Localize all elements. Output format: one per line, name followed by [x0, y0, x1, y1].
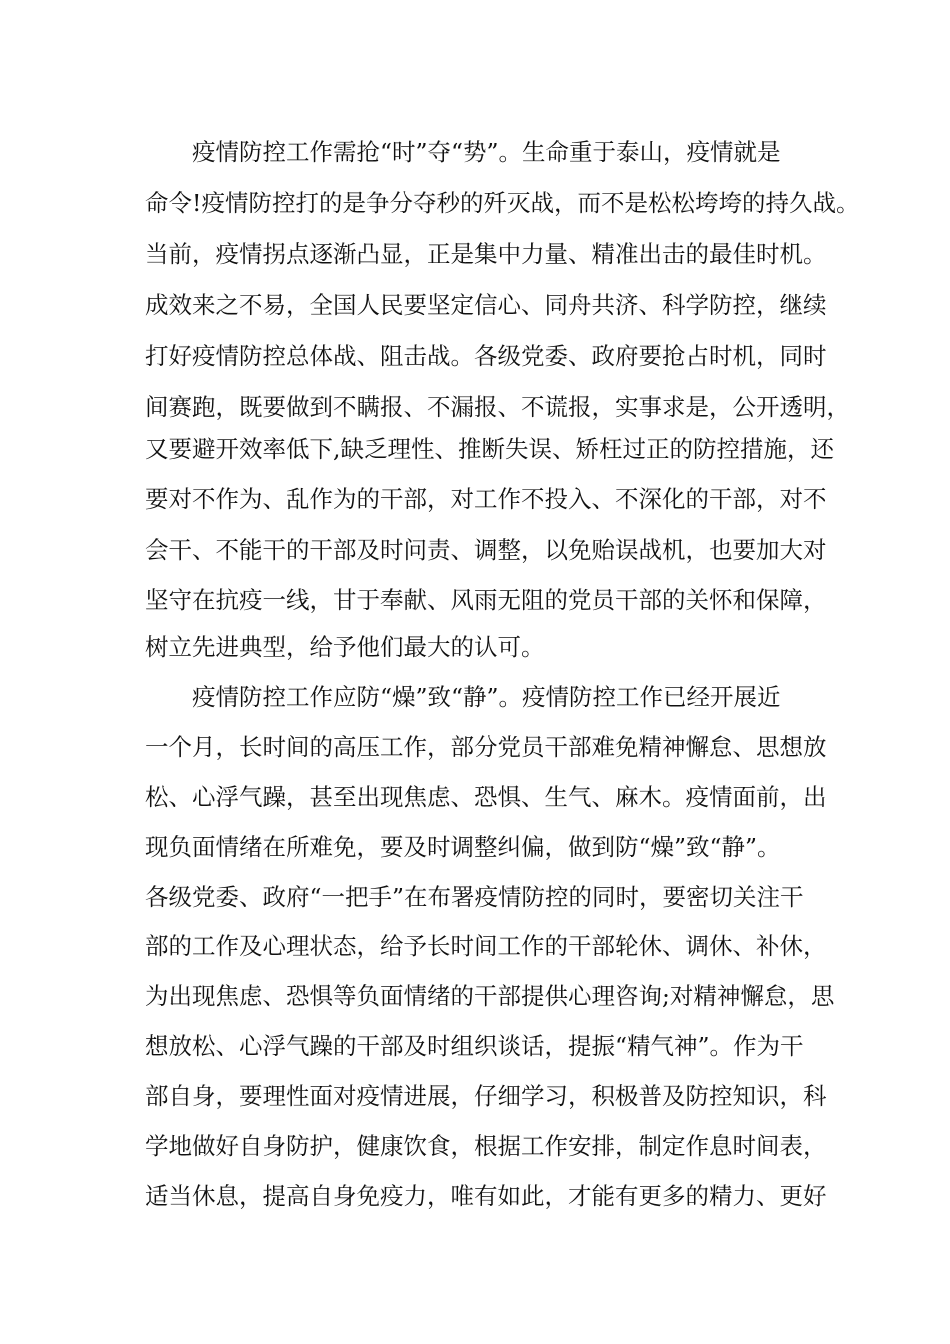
paragraph-2-line-7: 为出现焦虑、恐惧等负面情绪的干部提供心理咨询;对精神懈怠，思: [145, 982, 835, 1010]
paragraph-2-line-5: 各级党委、政府“一把手”在布署疫情防控的同时，要密切关注干: [145, 883, 804, 911]
paragraph-2-line-10: 学地做好自身防护，健康饮食，根据工作安排，制定作息时间表，: [145, 1132, 827, 1160]
paragraph-2-line-8: 想放松、心浮气躁的干部及时组织谈话，提振“精气神”。作为干: [145, 1032, 804, 1060]
paragraph-2-line-3: 松、心浮气躁，甚至出现焦虑、恐惧、生气、麻木。疫情面前，出: [145, 783, 827, 811]
paragraph-2-line-9: 部自身，要理性面对疫情进展，仔细学习，积极普及防控知识，科: [145, 1082, 827, 1110]
paragraph-1-line-11: 树立先进典型，给予他们最大的认可。: [145, 633, 545, 661]
paragraph-1-line-10: 坚守在抗疫一线，甘于奉献、风雨无阻的党员干部的关怀和保障，: [145, 586, 827, 614]
paragraph-2-line-4: 现负面情绪在所难免，要及时调整纠偏，做到防“燥”致“静”。: [145, 833, 781, 861]
paragraph-1-line-6: 间赛跑，既要做到不瞒报、不漏报、不谎报，实事求是，公开透明，: [145, 393, 850, 421]
paragraph-1-line-4: 成效来之不易，全国人民要坚定信心、同舟共济、科学防控，继续: [145, 291, 827, 319]
paragraph-2-line-1: 疫情防控工作应防“燥”致“静”。疫情防控工作已经开展近: [192, 683, 781, 711]
paragraph-1-line-2: 命令!疫情防控打的是争分夺秒的歼灭战，而不是松松垮垮的持久战。: [145, 189, 860, 217]
paragraph-2-line-6: 部的工作及心理状态，给予长时间工作的干部轮休、调休、补休，: [145, 932, 827, 960]
paragraph-2-line-11: 适当休息，提高自身免疫力，唯有如此，才能有更多的精力、更好: [145, 1182, 827, 1210]
paragraph-2-line-2: 一个月，长时间的高压工作，部分党员干部难免精神懈怠、思想放: [145, 733, 827, 761]
paragraph-1-line-9: 会干、不能干的干部及时问责、调整，以免贻误战机，也要加大对: [145, 536, 827, 564]
paragraph-1-line-8: 要对不作为、乱作为的干部，对工作不投入、不深化的干部，对不: [145, 485, 827, 513]
paragraph-1-line-7: 又要避开效率低下,缺乏理性、推断失误、矫枉过正的防控措施，还: [145, 435, 834, 463]
paragraph-1-line-5: 打好疫情防控总体战、阻击战。各级党委、政府要抢占时机，同时: [145, 342, 827, 370]
paragraph-1-line-1: 疫情防控工作需抢“时”夺“势”。生命重于泰山，疫情就是: [192, 138, 781, 166]
paragraph-1-line-3: 当前，疫情拐点逐渐凸显，正是集中力量、精准出击的最佳时机。: [145, 240, 827, 268]
